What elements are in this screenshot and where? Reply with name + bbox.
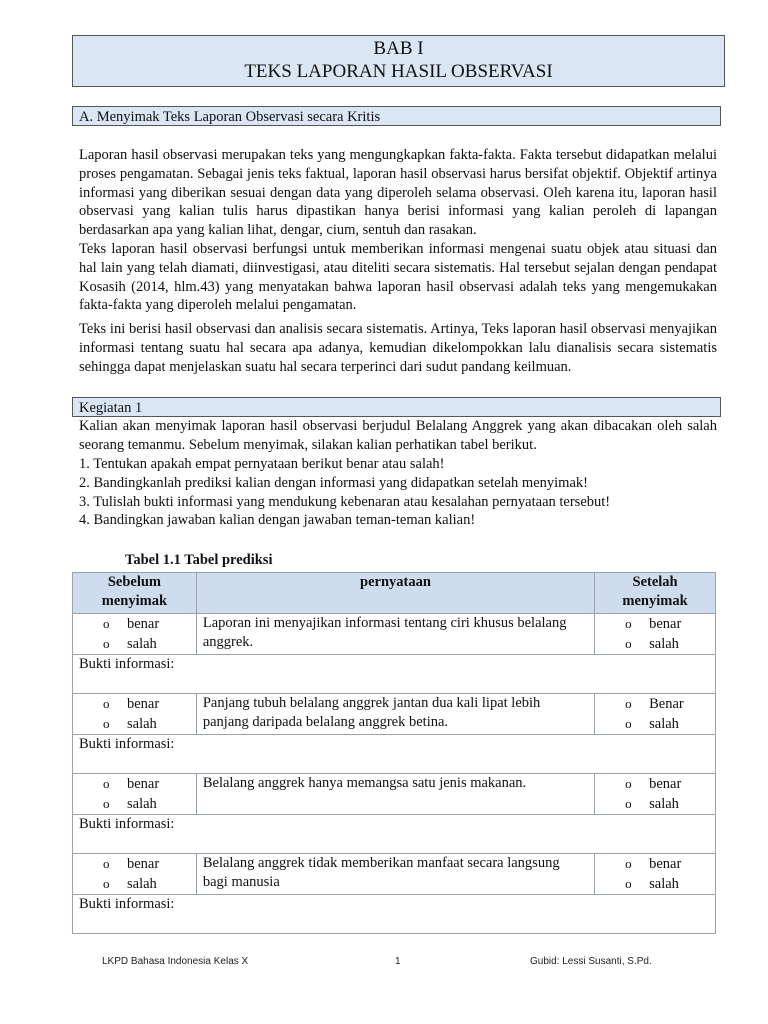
- circle-bullet-icon: o: [625, 876, 632, 891]
- option-radio[interactable]: o salah: [625, 876, 679, 892]
- option-radio[interactable]: o salah: [625, 716, 679, 732]
- option-radio[interactable]: o salah: [103, 716, 157, 732]
- circle-bullet-icon: o: [625, 696, 632, 711]
- after-options: [595, 774, 716, 815]
- table-caption: Tabel 1.1 Tabel prediksi: [125, 552, 273, 568]
- option-radio[interactable]: o salah: [625, 796, 679, 812]
- header-before: Sebelum menyimak: [73, 573, 197, 614]
- circle-bullet-icon: o: [625, 776, 632, 791]
- option-radio[interactable]: o benar: [103, 856, 160, 872]
- before-options: [73, 774, 197, 815]
- footer-left: LKPD Bahasa Indonesia Kelas X: [102, 956, 249, 967]
- after-options: [595, 614, 716, 655]
- circle-bullet-icon: o: [103, 856, 110, 871]
- circle-bullet-icon: o: [625, 636, 632, 651]
- evidence-row: [73, 895, 716, 934]
- circle-bullet-icon: o: [625, 716, 632, 731]
- statement-cell: Belalang anggrek tidak memberikan manfaat secara langsung bagi manusia: [196, 854, 594, 895]
- circle-bullet-icon: o: [103, 636, 110, 651]
- kegiatan-heading: Kegiatan 1: [72, 397, 721, 417]
- table-row: [73, 774, 716, 815]
- kegiatan-steps: [79, 455, 724, 530]
- option-radio[interactable]: o salah: [625, 636, 679, 652]
- statement-cell: Panjang tubuh belalang anggrek jantan dua kali lipat lebih panjang daripada belalang anggrek betina.: [196, 694, 594, 735]
- option-radio[interactable]: o benar: [625, 856, 682, 872]
- kegiatan-step: 1. Tentukan apakah empat pernyataan berikut benar atau salah!: [79, 456, 445, 472]
- option-radio[interactable]: o Benar: [625, 696, 684, 712]
- paragraph-2: Teks laporan hasil observasi berfungsi untuk memberikan informasi mengenai suatu objek atau situasi dan hal lain yang telah diamati, diinvestigasi, atau diteliti secara sistematis. Hal tersebut sejalan dengan pendapat Kosasih (2014, hlm.43) yang menyatakan bahwa laporan hasil observasi adalah teks yang mengemukakan fakta-fakta yang diperoleh melalui pengamatan.: [79, 241, 717, 314]
- page-number: 1: [395, 956, 401, 967]
- table-row: [73, 614, 716, 655]
- circle-bullet-icon: o: [103, 876, 110, 891]
- option-radio[interactable]: o salah: [103, 636, 157, 652]
- statement-cell: Belalang anggrek hanya memangsa satu jenis makanan.: [196, 774, 594, 815]
- statement-cell: Laporan ini menyajikan informasi tentang ciri khusus belalang anggrek.: [196, 614, 594, 655]
- circle-bullet-icon: o: [103, 796, 110, 811]
- evidence-cell[interactable]: Bukti informasi:: [73, 655, 716, 694]
- before-options: [73, 614, 197, 655]
- evidence-cell[interactable]: Bukti informasi:: [73, 735, 716, 774]
- evidence-row: [73, 735, 716, 774]
- before-options: [73, 854, 197, 895]
- header-after: Setelah menyimak: [595, 573, 716, 614]
- kegiatan-step: 3. Tulislah bukti informasi yang mendukung kebenaran atau kesalahan pernyataan tersebut!: [79, 493, 611, 510]
- after-options: [595, 694, 716, 735]
- circle-bullet-icon: o: [625, 616, 632, 631]
- chapter-number: BAB I: [373, 38, 424, 59]
- chapter-title: TEKS LAPORAN HASIL OBSERVASI: [244, 61, 553, 82]
- table-row: [73, 854, 716, 895]
- chapter-title-box: [72, 35, 725, 87]
- circle-bullet-icon: o: [625, 796, 632, 811]
- evidence-cell[interactable]: Bukti informasi:: [73, 895, 716, 934]
- option-radio[interactable]: o salah: [103, 876, 157, 892]
- evidence-row: [73, 815, 716, 854]
- before-options: [73, 694, 197, 735]
- paragraph-1: Laporan hasil observasi merupakan teks yang mengungkapkan fakta-fakta. Fakta tersebut didapatkan melalui proses pengamatan. Sebagai jenis teks faktual, laporan hasil observasi harus bersifat objektif. Objektif artinya informasi yang diberikan sesuai dengan data yang diperoleh selama observasi. Oleh karena itu, laporan hasil observasi yang kalian tulis harus dipastikan hanya berisi informasi yang kalian peroleh di lapangan berdasarkan apa yang kalian lihat, dengar, cium, sentuh dan rasakan.: [79, 147, 717, 239]
- circle-bullet-icon: o: [625, 856, 632, 871]
- kegiatan-step: 4. Bandingkan jawaban kalian dengan jawaban teman-teman kalian!: [79, 512, 476, 529]
- kegiatan-intro: Kalian akan menyimak laporan hasil observasi berjudul Belalang Anggrek yang akan dibacakan oleh salah seorang temanmu. Sebelum menyimak, silakan kalian perhatikan tabel berikut.: [79, 418, 717, 453]
- after-options: [595, 854, 716, 895]
- circle-bullet-icon: o: [103, 776, 110, 791]
- table-row: [73, 694, 716, 735]
- circle-bullet-icon: o: [103, 696, 110, 711]
- circle-bullet-icon: o: [103, 616, 110, 631]
- evidence-cell[interactable]: Bukti informasi:: [73, 815, 716, 854]
- option-radio[interactable]: o salah: [103, 796, 157, 812]
- kegiatan-step: 2. Bandingkanlah prediksi kalian dengan informasi yang didapatkan setelah menyimak!: [79, 474, 588, 491]
- prediction-table: [72, 572, 716, 934]
- header-statement: pernyataan: [196, 573, 594, 614]
- option-radio[interactable]: o benar: [625, 776, 682, 792]
- circle-bullet-icon: o: [103, 716, 110, 731]
- option-radio[interactable]: o benar: [625, 616, 682, 632]
- evidence-row: [73, 655, 716, 694]
- option-radio[interactable]: o benar: [103, 696, 160, 712]
- paragraph-3: Teks ini berisi hasil observasi dan analisis secara sistematis. Artinya, Teks laporan hasil observasi menyajikan informasi tentang suatu hal secara apa adanya, kemudian dikelompokkan lalu dianalisis secara sistematis sehingga dapat menjelaskan suatu hal secara terperinci dari sudut pandang keilmuan.: [79, 321, 717, 375]
- option-radio[interactable]: o benar: [103, 616, 160, 632]
- table-header-row: [73, 573, 716, 614]
- footer-right: Gubid: Lessi Susanti, S.Pd.: [530, 956, 652, 967]
- option-radio[interactable]: o benar: [103, 776, 160, 792]
- section-a-heading: A. Menyimak Teks Laporan Observasi secara Kritis: [72, 106, 721, 126]
